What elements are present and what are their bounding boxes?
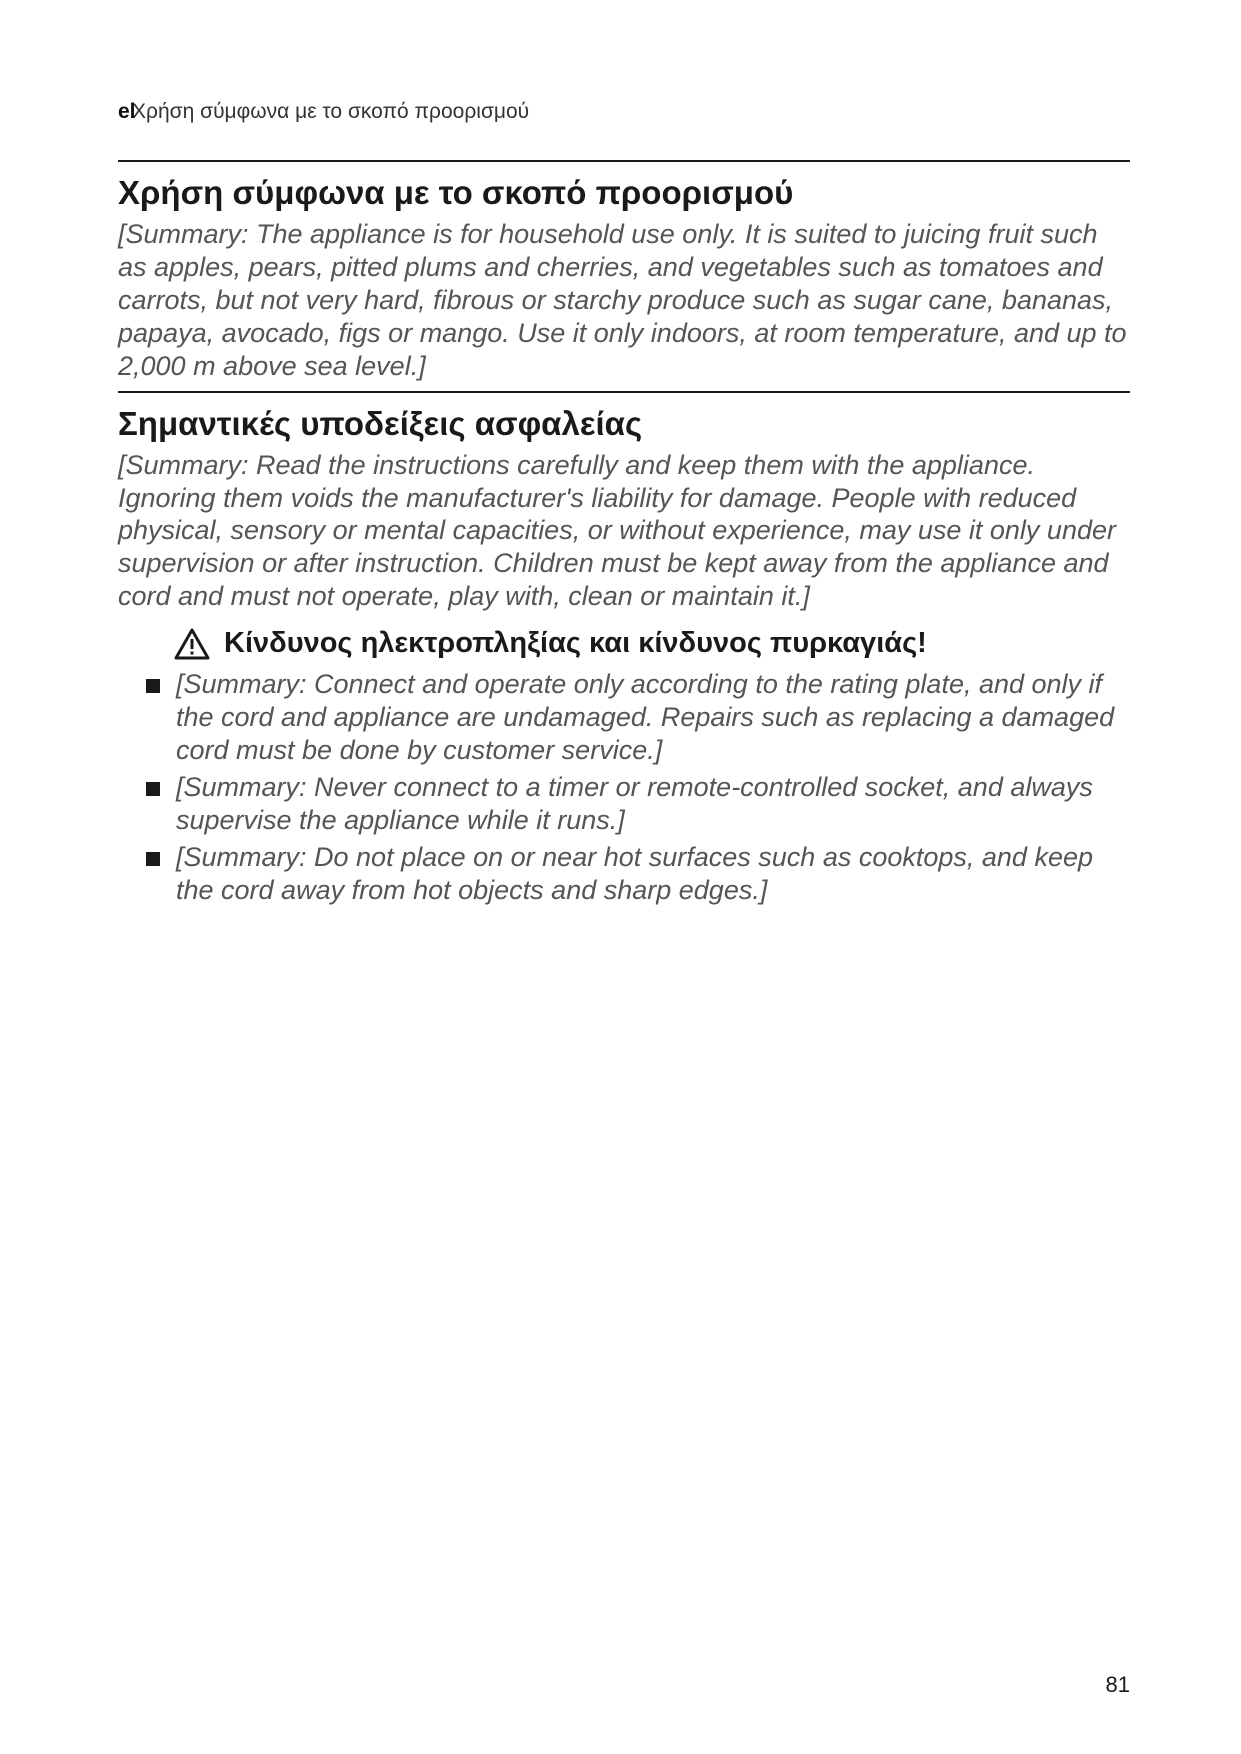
warning-triangle-icon [174,628,210,660]
warning-list [118,668,1130,907]
language-mark: el [118,100,136,123]
running-header [118,100,1130,124]
square-bullet-icon [146,852,160,866]
intended-use-summary: [Summary: The appliance is for household use only. It is suited to juicing fruit such as apples, pears, pitted plums and cherries, and vegetables such as tomatoes and carrots, but not very hard, fibrous or starchy produce such as sugar cane, bananas, papaya, avocado, figs or mango. Use it only indoors, at room temperature, and up to 2,000 m above sea level.] [118,218,1127,381]
warning-summary: [Summary: Do not place on or near hot surfaces such as cooktops, and keep the cord away from hot objects and sharp edges.] [176,841,1093,905]
safety-section [118,405,1130,907]
intended-use-section [118,174,1130,383]
list-item [118,841,1130,907]
warning-summary: [Summary: Never connect to a timer or remote-controlled socket, and always supervise the appliance while it runs.] [176,772,1093,835]
section-divider [118,160,1130,162]
square-bullet-icon [146,679,160,693]
safety-title: Σημαντικές υποδείξεις ασφαλείας [118,404,643,442]
list-item [118,668,1130,767]
running-header-text: Χρήση σύμφωνα με το σκοπό προορισμού [132,100,530,123]
safety-summary: [Summary: Read the instructions carefully and keep them with the appliance. Ignoring them voids the manufacturer's liability for damage. People with reduced physical, sensory or mental capacities, or without experience, may use it only under supervision or after instruction. Children must be kept away from the appliance and cord and must not operate, play with, clean or maintain it.] [118,449,1116,612]
list-item [118,771,1130,837]
section-divider [118,391,1130,393]
page-number: 81 [1105,1672,1130,1697]
warning-heading [174,627,1130,660]
warning-summary: [Summary: Connect and operate only according to the rating plate, and only if the cord and appliance are undamaged. Repairs such as replacing a damaged cord must be done by customer service.] [176,669,1115,766]
warning-title: Κίνδυνος ηλεκτροπληξίας και κίνδυνος πυρκαγιάς! [224,627,927,660]
intended-use-title: Χρήση σύμφωνα με το σκοπό προορισμού [118,174,794,211]
document-page [118,100,1130,915]
square-bullet-icon [146,782,160,796]
